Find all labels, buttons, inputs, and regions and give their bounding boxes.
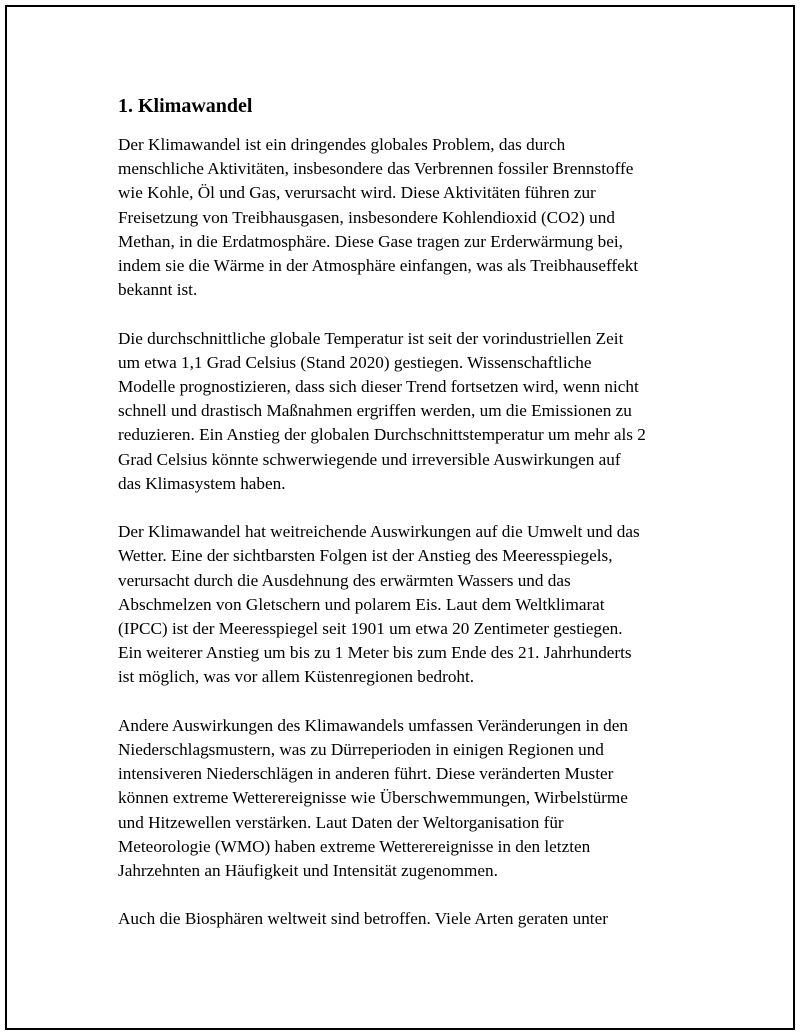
document-body (118, 92, 708, 956)
text-line: intensiveren Niederschlägen in anderen führt. Diese veränderten Muster (118, 764, 614, 784)
paragraph-2 (118, 327, 708, 496)
text-line: um etwa 1,1 Grad Celsius (Stand 2020) gestiegen. Wissenschaftliche (118, 352, 592, 372)
text-line: Niederschlagsmustern, was zu Dürreperioden in einigen Regionen und (118, 740, 604, 760)
text-line: Freisetzung von Treibhausgasen, insbesondere Kohlendioxid (CO2) und (118, 207, 615, 227)
text-line: bekannt ist. (118, 280, 198, 300)
text-line: (IPCC) ist der Meeresspiegel seit 1901 um etwa 20 Zentimeter gestiegen. (118, 619, 623, 639)
text-line: Andere Auswirkungen des Klimawandels umfassen Veränderungen in den (118, 715, 628, 735)
text-line: wie Kohle, Öl und Gas, verursacht wird. Diese Aktivitäten führen zur (118, 183, 596, 203)
text-line: schnell und drastisch Maßnahmen ergriffen werden, um die Emissionen zu (118, 401, 632, 421)
text-line: Auch die Biosphären weltweit sind betroffen. Viele Arten geraten unter (118, 909, 608, 929)
text-line: Abschmelzen von Gletschern und polarem Eis. Laut dem Weltklimarat (118, 594, 605, 614)
text-line: verursacht durch die Ausdehnung des erwärmten Wassers und das (118, 570, 571, 590)
text-line: Modelle prognostizieren, dass sich dieser Trend fortsetzen wird, wenn nicht (118, 377, 639, 397)
paragraph-5 (118, 907, 708, 931)
text-line: Methan, in die Erdatmosphäre. Diese Gase tragen zur Erderwärmung bei, (118, 231, 623, 251)
section-heading: 1. Klimawandel (118, 95, 253, 117)
text-line: indem sie die Wärme in der Atmosphäre einfangen, was als Treibhauseffekt (118, 256, 639, 276)
paragraph-4 (118, 714, 708, 883)
text-line: Wetter. Eine der sichtbarsten Folgen ist der Anstieg des Meeresspiegels, (118, 546, 613, 566)
text-line: Jahrzehnten an Häufigkeit und Intensität zugenommen. (118, 861, 498, 881)
paragraph-3 (118, 520, 708, 689)
text-line: Grad Celsius könnte schwerwiegende und irreversible Auswirkungen auf (118, 449, 621, 469)
text-line: Der Klimawandel hat weitreichende Auswirkungen auf die Umwelt und das (118, 522, 640, 542)
text-line: reduzieren. Ein Anstieg der globalen Durchschnittstemperatur um mehr als 2 (118, 425, 646, 445)
text-line: können extreme Wetterereignisse wie Überschwemmungen, Wirbelstürme (118, 788, 628, 808)
text-line: Die durchschnittliche globale Temperatur ist seit der vorindustriellen Zeit (118, 328, 624, 348)
text-line: Ein weiterer Anstieg um bis zu 1 Meter bis zum Ende des 21. Jahrhunderts (118, 643, 632, 663)
text-line: das Klimasystem haben. (118, 473, 286, 493)
paragraph-1 (118, 133, 708, 302)
text-line: ist möglich, was vor allem Küstenregionen bedroht. (118, 667, 475, 687)
text-line: und Hitzewellen verstärken. Laut Daten der Weltorganisation für (118, 812, 564, 832)
text-line: menschliche Aktivitäten, insbesondere das Verbrennen fossiler Brennstoffe (118, 159, 634, 179)
text-line: Der Klimawandel ist ein dringendes globales Problem, das durch (118, 135, 566, 154)
text-line: Meteorologie (WMO) haben extreme Wetterereignisse in den letzten (118, 836, 591, 856)
